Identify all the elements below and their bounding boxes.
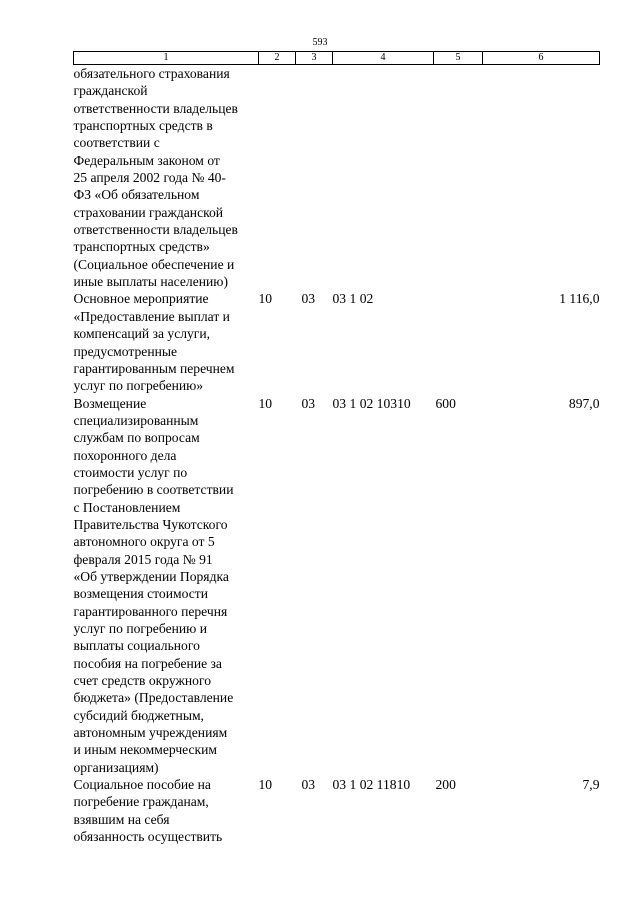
row-name-line: выплаты социального <box>73 638 200 654</box>
sum-cell: 7,9 <box>582 777 600 793</box>
row-name-line: субсидий бюджетным, <box>73 707 204 723</box>
row-name-line: автономным учреждениям <box>73 725 228 741</box>
page-number: 593 <box>312 37 328 48</box>
row-name-line: услуг по погребению» <box>73 378 204 394</box>
sum-cell <box>483 65 600 291</box>
column-number-6: 6 <box>483 52 600 65</box>
table-row <box>74 776 600 845</box>
row-name-cell <box>74 395 259 777</box>
razdel-cell: 10 <box>258 291 273 307</box>
row-name-line: транспортных средств» <box>73 239 210 255</box>
row-name-line: предусмотренные <box>73 343 178 359</box>
vr-cell: 200 <box>435 777 456 793</box>
column-number-2: 2 <box>259 52 296 65</box>
table-body <box>74 65 600 846</box>
column-number-1: 1 <box>74 52 259 65</box>
row-name-line: погребение гражданам, <box>73 794 209 810</box>
row-name-line: обязательного страхования <box>73 66 230 81</box>
row-name-line: взявшим на себя <box>73 811 170 827</box>
row-name-line: Возмещение <box>73 395 147 411</box>
row-name-line: гарантированным перечнем <box>73 360 235 376</box>
row-name-line: автономного округа от 5 <box>73 534 215 550</box>
row-name-cell <box>74 65 259 291</box>
table-row <box>74 395 600 777</box>
table-row <box>74 65 600 291</box>
razdel-cell: 10 <box>258 395 273 411</box>
podrazdel-cell: 03 <box>301 395 316 411</box>
row-name-line: услуг по погребению и <box>73 621 207 636</box>
row-name-line: 25 апреля 2002 года № 40- <box>73 170 226 186</box>
row-name-cell <box>74 776 259 845</box>
row-name-line: «Об утверждении Порядка <box>73 568 229 584</box>
row-name-line: Социальное пособие на <box>73 777 211 793</box>
table-row <box>74 290 600 394</box>
column-number-3: 3 <box>296 52 333 65</box>
row-name-line: «Предоставление выплат и <box>73 308 230 324</box>
row-name-line: Основное мероприятие <box>73 291 209 307</box>
row-name-line: (Социальное обеспечение и <box>73 256 235 272</box>
row-name-line: организациям) <box>73 759 159 775</box>
row-name-line: обязанность осуществить <box>73 829 223 845</box>
sum-cell: 1 116,0 <box>559 291 600 307</box>
row-name-line: компенсаций за услуги, <box>73 326 211 342</box>
column-numbers-row <box>74 52 600 65</box>
column-number-5: 5 <box>434 52 483 65</box>
sum-cell: 897,0 <box>568 395 600 411</box>
row-name-line: ответственности владельцев <box>73 100 238 116</box>
row-name-line: возмещения стоимости <box>73 586 208 602</box>
row-name-line: страховании гражданской <box>73 204 224 220</box>
csr-cell: 03 1 02 10310 <box>332 395 411 411</box>
table-header <box>74 52 600 65</box>
vr-cell <box>434 290 483 394</box>
row-name-line: ФЗ «Об обязательном <box>73 187 200 203</box>
csr-cell: 03 1 02 <box>332 291 374 307</box>
podrazdel-cell <box>296 65 333 291</box>
row-name-line: пособия на погребение за <box>73 655 222 671</box>
vr-cell: 600 <box>435 395 456 411</box>
row-name-line: иные выплаты населению) <box>73 274 228 290</box>
row-name-line: ответственности владельцев <box>73 222 238 238</box>
budget-table <box>73 51 600 845</box>
row-name-line: февраля 2015 года № 91 <box>73 551 213 567</box>
csr-cell: 03 1 02 11810 <box>332 777 411 793</box>
podrazdel-cell: 03 <box>301 291 316 307</box>
row-name-line: службам по вопросам <box>73 430 200 446</box>
column-number-4: 4 <box>333 52 434 65</box>
row-name-line: транспортных средств в <box>73 118 213 134</box>
podrazdel-cell: 03 <box>301 777 316 793</box>
row-name-line: стоимости услуг по <box>73 464 188 480</box>
razdel-cell <box>259 65 296 291</box>
row-name-line: с Постановлением <box>73 499 181 515</box>
razdel-cell: 10 <box>258 777 273 793</box>
vr-cell <box>434 65 483 291</box>
row-name-line: специализированным <box>73 412 199 428</box>
row-name-line: счет средств окружного <box>73 673 211 689</box>
row-name-line: и иным некоммерческим <box>73 742 218 758</box>
csr-cell <box>333 65 434 291</box>
row-name-line: Федеральным законом от <box>73 152 220 168</box>
row-name-line: Правительства Чукотского <box>73 516 228 532</box>
row-name-line: гарантированного перечня <box>73 603 228 619</box>
row-name-line: гражданской <box>73 83 148 99</box>
row-name-cell <box>74 290 259 394</box>
row-name-line: соответствии с <box>73 135 160 151</box>
row-name-line: похоронного дела <box>73 447 177 463</box>
row-name-line: погребению в соответствии <box>73 482 234 498</box>
row-name-line: бюджета» (Предоставление <box>73 690 234 706</box>
